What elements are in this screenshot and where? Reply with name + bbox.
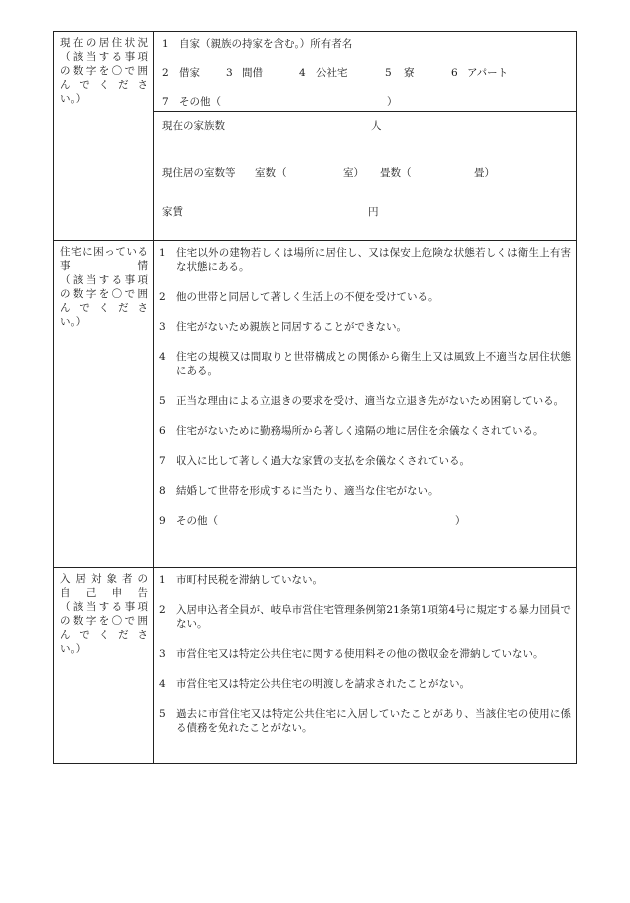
option-text: 過去に市営住宅又は特定公共住宅に入居していたことがあり、当該住宅の使用に係る債務を免れたことがない。 xyxy=(176,708,571,734)
label-line: の数字を〇で囲 xyxy=(60,615,148,627)
declaration-item-5[interactable] xyxy=(154,707,576,735)
housing-difficulty-options xyxy=(154,241,577,568)
option-number: 4 xyxy=(159,678,166,690)
option-text: 結婚して世帯を形成するに当たり、適当な住宅がない。 xyxy=(176,485,439,497)
declaration-item-4[interactable] xyxy=(154,677,576,691)
rent-unit: 円 xyxy=(368,206,379,218)
option-number: 9 xyxy=(159,515,166,527)
rent-label: 家賃 xyxy=(162,206,183,218)
option-number: 2 xyxy=(159,291,166,303)
tatami-unit: 畳） xyxy=(474,167,495,179)
label-line: い。） xyxy=(60,316,87,328)
declaration-item-2[interactable] xyxy=(154,603,576,631)
family-count-label: 現在の家族数 xyxy=(162,120,225,132)
label-line: い。） xyxy=(60,643,87,655)
difficulty-item-7[interactable] xyxy=(154,454,576,468)
current-residence-label xyxy=(54,32,154,241)
difficulty-item-8[interactable] xyxy=(154,484,576,498)
option-number[interactable]: 2 xyxy=(162,67,169,79)
label-line: の数字を〇で囲 xyxy=(60,65,148,77)
option-number: 2 xyxy=(159,604,166,616)
housing-difficulty-label xyxy=(54,241,154,568)
option-text: 市営住宅又は特定公共住宅に関する使用料その他の徴収金を滞納していない。 xyxy=(176,648,544,660)
label-line: い。） xyxy=(60,93,87,105)
option-number: 1 xyxy=(159,247,166,259)
option-text: 住宅の規模又は間取りと世帯構成との関係から衛生上又は風致上不適当な居住状態にある。 xyxy=(176,351,571,377)
option-text: 入居申込者全員が、岐阜市営住宅管理条例第21条第1項第4号に規定する暴力団員でない。 xyxy=(176,604,571,630)
rooms-row[interactable] xyxy=(154,166,576,180)
application-form-table xyxy=(53,31,577,764)
option-number: 7 xyxy=(162,96,169,108)
rooms-count-unit: 室） xyxy=(343,167,364,179)
option-number: 6 xyxy=(159,425,166,437)
self-declaration-options xyxy=(154,568,577,764)
difficulty-item-5[interactable] xyxy=(154,394,576,408)
option-label: アパート xyxy=(467,67,509,79)
option-label: 寮 xyxy=(404,67,415,79)
option-number: 3 xyxy=(159,648,166,660)
label-line: ん で く だ さ xyxy=(60,302,148,314)
difficulty-item-9[interactable] xyxy=(154,514,576,528)
tatami-label: 畳数（ xyxy=(380,167,412,179)
option-text: 住宅がないために勤務場所から著しく遠隔の地に居住を余儀なくされている。 xyxy=(176,425,544,437)
declaration-item-3[interactable] xyxy=(154,647,576,661)
option-label: 借家 xyxy=(179,67,200,79)
option-paren: ） xyxy=(455,515,466,527)
option-1-row[interactable] xyxy=(154,37,576,51)
family-count-unit: 人 xyxy=(371,120,382,132)
option-label: 自家（親族の持家を含む。）所有者名 xyxy=(179,38,353,50)
difficulty-item-1[interactable] xyxy=(154,246,576,274)
label-line: ん で く だ さ xyxy=(60,79,148,91)
option-number: 5 xyxy=(159,395,166,407)
option-number[interactable]: 5 xyxy=(385,67,392,79)
family-count-row[interactable] xyxy=(154,119,576,133)
rent-row[interactable] xyxy=(154,205,576,219)
label-line: 住宅に困っている xyxy=(60,246,148,258)
option-7-row[interactable] xyxy=(154,95,576,109)
residence-type-options xyxy=(154,32,577,112)
label-line: 入居対象者の xyxy=(60,573,148,585)
option-text: その他（ xyxy=(176,515,218,527)
label-line: の数字を〇で囲 xyxy=(60,288,148,300)
option-number: 8 xyxy=(159,485,166,497)
difficulty-item-6[interactable] xyxy=(154,424,576,438)
option-number: 7 xyxy=(159,455,166,467)
option-text: 住宅以外の建物若しくは場所に居住し、又は保安上危険な状態若しくは衛生上有害な状態にある。 xyxy=(176,247,571,273)
option-text: 他の世帯と同居して著しく生活上の不便を受けている。 xyxy=(176,291,439,303)
option-label: 間借 xyxy=(242,67,263,79)
option-label: 公社宅 xyxy=(316,67,348,79)
option-number: 1 xyxy=(159,574,166,586)
difficulty-item-4[interactable] xyxy=(154,350,576,378)
option-number[interactable]: 3 xyxy=(226,67,233,79)
option-text: 市営住宅又は特定公共住宅の明渡しを請求されたことがない。 xyxy=(176,678,470,690)
option-paren: ） xyxy=(387,96,398,108)
option-text: 正当な理由による立退きの要求を受け、適当な立退き先がないため困窮している。 xyxy=(176,395,565,407)
declaration-item-1[interactable] xyxy=(154,573,576,587)
label-line: 自 己 申 告 xyxy=(60,587,148,599)
difficulty-item-3[interactable] xyxy=(154,320,576,334)
label-line: 現在の居住状況 xyxy=(60,37,148,49)
option-text: 住宅がないため親族と同居することができない。 xyxy=(176,321,407,333)
label-line: ん で く だ さ xyxy=(60,629,148,641)
self-declaration-label xyxy=(54,568,154,764)
option-text: 収入に比して著しく過大な家賃の支払を余儀なくされている。 xyxy=(176,455,470,467)
label-line: （該当する事項 xyxy=(60,274,148,286)
option-number: 3 xyxy=(159,321,166,333)
label-line: （該当する事項 xyxy=(60,601,148,613)
rooms-count-label: 室数（ xyxy=(255,167,287,179)
option-number[interactable]: 6 xyxy=(451,67,458,79)
label-line: （該当する事項 xyxy=(60,51,148,63)
option-number: 5 xyxy=(159,708,166,720)
options-row-2-6 xyxy=(154,66,576,80)
option-number[interactable]: 4 xyxy=(299,67,306,79)
option-number: 4 xyxy=(159,351,166,363)
rooms-label: 現住居の室数等 xyxy=(162,167,236,179)
option-text: 市町村民税を滞納していない。 xyxy=(176,574,323,586)
option-number: 1 xyxy=(162,38,169,50)
option-label: その他（ xyxy=(179,96,221,108)
difficulty-item-2[interactable] xyxy=(154,290,576,304)
household-info xyxy=(154,112,577,241)
label-line: 事 情 xyxy=(60,260,148,272)
